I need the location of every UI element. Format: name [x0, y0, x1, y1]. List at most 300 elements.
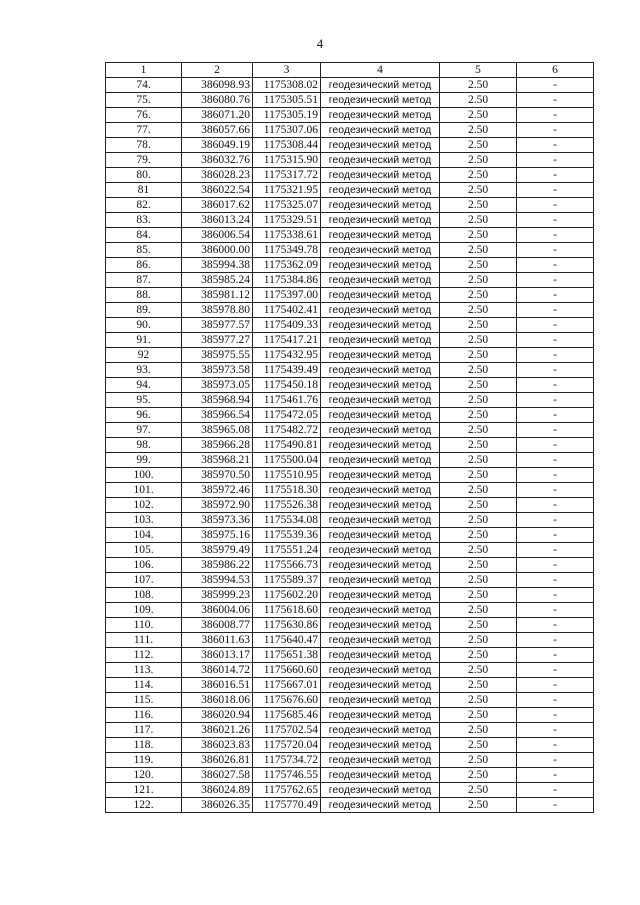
point-number-cell: 93.: [106, 363, 182, 378]
accuracy-cell: 2.50: [440, 558, 517, 573]
note-cell: -: [517, 663, 594, 678]
x-coordinate-cell: 385972.90: [182, 498, 253, 513]
y-coordinate-cell: 1175450.18: [253, 378, 321, 393]
x-coordinate-cell: 385973.58: [182, 363, 253, 378]
note-cell: -: [517, 618, 594, 633]
method-cell: геодезический метод: [321, 258, 440, 273]
table-row: [106, 213, 594, 228]
y-coordinate-cell: 1175461.76: [253, 393, 321, 408]
y-coordinate-cell: 1175702.54: [253, 723, 321, 738]
accuracy-cell: 2.50: [440, 378, 517, 393]
note-cell: -: [517, 798, 594, 813]
x-coordinate-cell: 386021.26: [182, 723, 253, 738]
table-row: [106, 168, 594, 183]
point-number-cell: 95.: [106, 393, 182, 408]
page-number: 4: [316, 36, 324, 51]
table-row: [106, 753, 594, 768]
point-number-cell: 83.: [106, 213, 182, 228]
x-coordinate-cell: 385973.05: [182, 378, 253, 393]
column-header-4: 4: [321, 63, 440, 78]
y-coordinate-cell: 1175315.90: [253, 153, 321, 168]
table-row: [106, 693, 594, 708]
table-row: [106, 768, 594, 783]
x-coordinate-cell: 385994.53: [182, 573, 253, 588]
accuracy-cell: 2.50: [440, 348, 517, 363]
point-number-cell: 105.: [106, 543, 182, 558]
x-coordinate-cell: 385973.36: [182, 513, 253, 528]
x-coordinate-cell: 385968.21: [182, 453, 253, 468]
coordinates-table: [105, 62, 594, 813]
point-number-cell: 94.: [106, 378, 182, 393]
method-cell: геодезический метод: [321, 768, 440, 783]
note-cell: -: [517, 738, 594, 753]
method-cell: геодезический метод: [321, 708, 440, 723]
note-cell: -: [517, 423, 594, 438]
point-number-cell: 108.: [106, 588, 182, 603]
x-coordinate-cell: 385985.24: [182, 273, 253, 288]
x-coordinate-cell: 386071.20: [182, 108, 253, 123]
note-cell: -: [517, 228, 594, 243]
method-cell: геодезический метод: [321, 78, 440, 93]
point-number-cell: 87.: [106, 273, 182, 288]
table-row: [106, 648, 594, 663]
method-cell: геодезический метод: [321, 723, 440, 738]
note-cell: -: [517, 108, 594, 123]
note-cell: -: [517, 753, 594, 768]
table-row: [106, 333, 594, 348]
table-row: [106, 783, 594, 798]
note-cell: -: [517, 288, 594, 303]
table-row: [106, 258, 594, 273]
note-cell: -: [517, 678, 594, 693]
accuracy-cell: 2.50: [440, 198, 517, 213]
point-number-cell: 76.: [106, 108, 182, 123]
accuracy-cell: 2.50: [440, 438, 517, 453]
table-row: [106, 798, 594, 813]
table-row: [106, 228, 594, 243]
x-coordinate-cell: 385966.54: [182, 408, 253, 423]
point-number-cell: 86.: [106, 258, 182, 273]
accuracy-cell: 2.50: [440, 798, 517, 813]
point-number-cell: 102.: [106, 498, 182, 513]
table-row: [106, 708, 594, 723]
note-cell: -: [517, 348, 594, 363]
note-cell: -: [517, 303, 594, 318]
y-coordinate-cell: 1175317.72: [253, 168, 321, 183]
method-cell: геодезический метод: [321, 468, 440, 483]
point-number-cell: 88.: [106, 288, 182, 303]
method-cell: геодезический метод: [321, 498, 440, 513]
x-coordinate-cell: 386026.81: [182, 753, 253, 768]
method-cell: геодезический метод: [321, 198, 440, 213]
y-coordinate-cell: 1175566.73: [253, 558, 321, 573]
accuracy-cell: 2.50: [440, 273, 517, 288]
point-number-cell: 75.: [106, 93, 182, 108]
point-number-cell: 118.: [106, 738, 182, 753]
y-coordinate-cell: 1175308.02: [253, 78, 321, 93]
table-row: [106, 363, 594, 378]
x-coordinate-cell: 386014.72: [182, 663, 253, 678]
y-coordinate-cell: 1175384.86: [253, 273, 321, 288]
point-number-cell: 121.: [106, 783, 182, 798]
point-number-cell: 109.: [106, 603, 182, 618]
note-cell: -: [517, 183, 594, 198]
note-cell: -: [517, 453, 594, 468]
table-row: [106, 138, 594, 153]
table-row: [106, 453, 594, 468]
method-cell: геодезический метод: [321, 228, 440, 243]
point-number-cell: 99.: [106, 453, 182, 468]
note-cell: -: [517, 513, 594, 528]
note-cell: -: [517, 468, 594, 483]
column-header-2: 2: [182, 63, 253, 78]
accuracy-cell: 2.50: [440, 753, 517, 768]
y-coordinate-cell: 1175472.05: [253, 408, 321, 423]
method-cell: геодезический метод: [321, 543, 440, 558]
accuracy-cell: 2.50: [440, 213, 517, 228]
point-number-cell: 122.: [106, 798, 182, 813]
table-row: [106, 393, 594, 408]
table-row: [106, 663, 594, 678]
accuracy-cell: 2.50: [440, 693, 517, 708]
note-cell: -: [517, 78, 594, 93]
point-number-cell: 80.: [106, 168, 182, 183]
table-row: [106, 78, 594, 93]
y-coordinate-cell: 1175409.33: [253, 318, 321, 333]
note-cell: -: [517, 438, 594, 453]
y-coordinate-cell: 1175734.72: [253, 753, 321, 768]
note-cell: -: [517, 213, 594, 228]
accuracy-cell: 2.50: [440, 408, 517, 423]
accuracy-cell: 2.50: [440, 393, 517, 408]
method-cell: геодезический метод: [321, 183, 440, 198]
table-row: [106, 678, 594, 693]
point-number-cell: 120.: [106, 768, 182, 783]
y-coordinate-cell: 1175667.01: [253, 678, 321, 693]
table-row: [106, 348, 594, 363]
accuracy-cell: 2.50: [440, 363, 517, 378]
x-coordinate-cell: 386080.76: [182, 93, 253, 108]
x-coordinate-cell: 386008.77: [182, 618, 253, 633]
y-coordinate-cell: 1175589.37: [253, 573, 321, 588]
table-body: [106, 63, 594, 813]
point-number-cell: 116.: [106, 708, 182, 723]
x-coordinate-cell: 386057.66: [182, 123, 253, 138]
point-number-cell: 100.: [106, 468, 182, 483]
table-row: [106, 123, 594, 138]
table-header-row: [106, 63, 594, 78]
y-coordinate-cell: 1175660.60: [253, 663, 321, 678]
x-coordinate-cell: 386013.24: [182, 213, 253, 228]
point-number-cell: 98.: [106, 438, 182, 453]
note-cell: -: [517, 198, 594, 213]
y-coordinate-cell: 1175307.06: [253, 123, 321, 138]
point-number-cell: 79.: [106, 153, 182, 168]
x-coordinate-cell: 385994.38: [182, 258, 253, 273]
accuracy-cell: 2.50: [440, 228, 517, 243]
point-number-cell: 90.: [106, 318, 182, 333]
note-cell: -: [517, 498, 594, 513]
note-cell: -: [517, 723, 594, 738]
x-coordinate-cell: 386013.17: [182, 648, 253, 663]
method-cell: геодезический метод: [321, 288, 440, 303]
table-row: [106, 558, 594, 573]
note-cell: -: [517, 573, 594, 588]
table-row: [106, 378, 594, 393]
method-cell: геодезический метод: [321, 303, 440, 318]
note-cell: -: [517, 768, 594, 783]
y-coordinate-cell: 1175349.78: [253, 243, 321, 258]
method-cell: геодезический метод: [321, 783, 440, 798]
accuracy-cell: 2.50: [440, 663, 517, 678]
accuracy-cell: 2.50: [440, 138, 517, 153]
note-cell: -: [517, 633, 594, 648]
note-cell: -: [517, 363, 594, 378]
point-number-cell: 74.: [106, 78, 182, 93]
x-coordinate-cell: 385977.27: [182, 333, 253, 348]
method-cell: геодезический метод: [321, 753, 440, 768]
table-row: [106, 423, 594, 438]
method-cell: геодезический метод: [321, 483, 440, 498]
y-coordinate-cell: 1175329.51: [253, 213, 321, 228]
y-coordinate-cell: 1175325.07: [253, 198, 321, 213]
accuracy-cell: 2.50: [440, 543, 517, 558]
accuracy-cell: 2.50: [440, 303, 517, 318]
method-cell: геодезический метод: [321, 693, 440, 708]
table-row: [106, 468, 594, 483]
table-row: [106, 408, 594, 423]
x-coordinate-cell: 386017.62: [182, 198, 253, 213]
note-cell: -: [517, 708, 594, 723]
x-coordinate-cell: 385999.23: [182, 588, 253, 603]
x-coordinate-cell: 386032.76: [182, 153, 253, 168]
point-number-cell: 78.: [106, 138, 182, 153]
method-cell: геодезический метод: [321, 138, 440, 153]
accuracy-cell: 2.50: [440, 708, 517, 723]
table-row: [106, 183, 594, 198]
accuracy-cell: 2.50: [440, 288, 517, 303]
point-number-cell: 119.: [106, 753, 182, 768]
y-coordinate-cell: 1175397.00: [253, 288, 321, 303]
table-row: [106, 618, 594, 633]
point-number-cell: 85.: [106, 243, 182, 258]
y-coordinate-cell: 1175640.47: [253, 633, 321, 648]
y-coordinate-cell: 1175482.72: [253, 423, 321, 438]
point-number-cell: 89.: [106, 303, 182, 318]
point-number-cell: 92: [106, 348, 182, 363]
table-row: [106, 543, 594, 558]
note-cell: -: [517, 378, 594, 393]
x-coordinate-cell: 386018.06: [182, 693, 253, 708]
note-cell: -: [517, 528, 594, 543]
point-number-cell: 111.: [106, 633, 182, 648]
x-coordinate-cell: 386098.93: [182, 78, 253, 93]
note-cell: -: [517, 543, 594, 558]
point-number-cell: 82.: [106, 198, 182, 213]
y-coordinate-cell: 1175439.49: [253, 363, 321, 378]
method-cell: геодезический метод: [321, 648, 440, 663]
x-coordinate-cell: 386049.19: [182, 138, 253, 153]
accuracy-cell: 2.50: [440, 738, 517, 753]
y-coordinate-cell: 1175305.51: [253, 93, 321, 108]
accuracy-cell: 2.50: [440, 423, 517, 438]
point-number-cell: 112.: [106, 648, 182, 663]
column-header-5: 5: [440, 63, 517, 78]
method-cell: геодезический метод: [321, 558, 440, 573]
x-coordinate-cell: 386028.23: [182, 168, 253, 183]
accuracy-cell: 2.50: [440, 318, 517, 333]
table-row: [106, 498, 594, 513]
x-coordinate-cell: 385978.80: [182, 303, 253, 318]
y-coordinate-cell: 1175676.60: [253, 693, 321, 708]
table-row: [106, 288, 594, 303]
table-row: [106, 198, 594, 213]
x-coordinate-cell: 385986.22: [182, 558, 253, 573]
table-row: [106, 93, 594, 108]
method-cell: геодезический метод: [321, 738, 440, 753]
y-coordinate-cell: 1175417.21: [253, 333, 321, 348]
accuracy-cell: 2.50: [440, 768, 517, 783]
accuracy-cell: 2.50: [440, 513, 517, 528]
table-row: [106, 588, 594, 603]
y-coordinate-cell: 1175630.86: [253, 618, 321, 633]
table-row: [106, 723, 594, 738]
y-coordinate-cell: 1175551.24: [253, 543, 321, 558]
method-cell: геодезический метод: [321, 453, 440, 468]
point-number-cell: 97.: [106, 423, 182, 438]
method-cell: геодезический метод: [321, 423, 440, 438]
table-row: [106, 738, 594, 753]
y-coordinate-cell: 1175534.08: [253, 513, 321, 528]
point-number-cell: 101.: [106, 483, 182, 498]
x-coordinate-cell: 385975.16: [182, 528, 253, 543]
table-row: [106, 528, 594, 543]
y-coordinate-cell: 1175518.30: [253, 483, 321, 498]
accuracy-cell: 2.50: [440, 333, 517, 348]
method-cell: геодезический метод: [321, 108, 440, 123]
method-cell: геодезический метод: [321, 633, 440, 648]
accuracy-cell: 2.50: [440, 588, 517, 603]
table-row: [106, 573, 594, 588]
y-coordinate-cell: 1175618.60: [253, 603, 321, 618]
y-coordinate-cell: 1175510.95: [253, 468, 321, 483]
table-row: [106, 513, 594, 528]
note-cell: -: [517, 783, 594, 798]
y-coordinate-cell: 1175432.95: [253, 348, 321, 363]
x-coordinate-cell: 386023.83: [182, 738, 253, 753]
table-row: [106, 438, 594, 453]
x-coordinate-cell: 385970.50: [182, 468, 253, 483]
x-coordinate-cell: 386020.94: [182, 708, 253, 723]
method-cell: геодезический метод: [321, 243, 440, 258]
x-coordinate-cell: 386004.06: [182, 603, 253, 618]
point-number-cell: 104.: [106, 528, 182, 543]
accuracy-cell: 2.50: [440, 258, 517, 273]
accuracy-cell: 2.50: [440, 168, 517, 183]
note-cell: -: [517, 168, 594, 183]
x-coordinate-cell: 386022.54: [182, 183, 253, 198]
method-cell: геодезический метод: [321, 123, 440, 138]
point-number-cell: 96.: [106, 408, 182, 423]
note-cell: -: [517, 138, 594, 153]
y-coordinate-cell: 1175338.61: [253, 228, 321, 243]
accuracy-cell: 2.50: [440, 573, 517, 588]
accuracy-cell: 2.50: [440, 78, 517, 93]
method-cell: геодезический метод: [321, 333, 440, 348]
point-number-cell: 114.: [106, 678, 182, 693]
note-cell: -: [517, 408, 594, 423]
method-cell: геодезический метод: [321, 318, 440, 333]
accuracy-cell: 2.50: [440, 468, 517, 483]
accuracy-cell: 2.50: [440, 618, 517, 633]
method-cell: геодезический метод: [321, 168, 440, 183]
column-header-6: 6: [517, 63, 594, 78]
y-coordinate-cell: 1175308.44: [253, 138, 321, 153]
method-cell: геодезический метод: [321, 213, 440, 228]
point-number-cell: 110.: [106, 618, 182, 633]
method-cell: геодезический метод: [321, 393, 440, 408]
method-cell: геодезический метод: [321, 678, 440, 693]
accuracy-cell: 2.50: [440, 153, 517, 168]
method-cell: геодезический метод: [321, 348, 440, 363]
note-cell: -: [517, 318, 594, 333]
table-row: [106, 318, 594, 333]
table-row: [106, 108, 594, 123]
note-cell: -: [517, 258, 594, 273]
point-number-cell: 106.: [106, 558, 182, 573]
y-coordinate-cell: 1175651.38: [253, 648, 321, 663]
method-cell: геодезический метод: [321, 573, 440, 588]
accuracy-cell: 2.50: [440, 678, 517, 693]
accuracy-cell: 2.50: [440, 528, 517, 543]
x-coordinate-cell: 386006.54: [182, 228, 253, 243]
note-cell: -: [517, 693, 594, 708]
x-coordinate-cell: 386011.63: [182, 633, 253, 648]
y-coordinate-cell: 1175321.95: [253, 183, 321, 198]
method-cell: геодезический метод: [321, 798, 440, 813]
note-cell: -: [517, 333, 594, 348]
accuracy-cell: 2.50: [440, 183, 517, 198]
note-cell: -: [517, 273, 594, 288]
y-coordinate-cell: 1175685.46: [253, 708, 321, 723]
accuracy-cell: 2.50: [440, 723, 517, 738]
note-cell: -: [517, 93, 594, 108]
accuracy-cell: 2.50: [440, 93, 517, 108]
x-coordinate-cell: 385968.94: [182, 393, 253, 408]
column-header-3: 3: [253, 63, 321, 78]
x-coordinate-cell: 385965.08: [182, 423, 253, 438]
y-coordinate-cell: 1175539.36: [253, 528, 321, 543]
point-number-cell: 77.: [106, 123, 182, 138]
note-cell: -: [517, 393, 594, 408]
y-coordinate-cell: 1175602.20: [253, 588, 321, 603]
x-coordinate-cell: 386000.00: [182, 243, 253, 258]
note-cell: -: [517, 603, 594, 618]
method-cell: геодезический метод: [321, 588, 440, 603]
method-cell: геодезический метод: [321, 513, 440, 528]
point-number-cell: 103.: [106, 513, 182, 528]
point-number-cell: 91.: [106, 333, 182, 348]
x-coordinate-cell: 385966.28: [182, 438, 253, 453]
x-coordinate-cell: 385972.46: [182, 483, 253, 498]
y-coordinate-cell: 1175770.49: [253, 798, 321, 813]
method-cell: геодезический метод: [321, 363, 440, 378]
note-cell: -: [517, 648, 594, 663]
accuracy-cell: 2.50: [440, 453, 517, 468]
table-row: [106, 153, 594, 168]
accuracy-cell: 2.50: [440, 633, 517, 648]
point-number-cell: 113.: [106, 663, 182, 678]
